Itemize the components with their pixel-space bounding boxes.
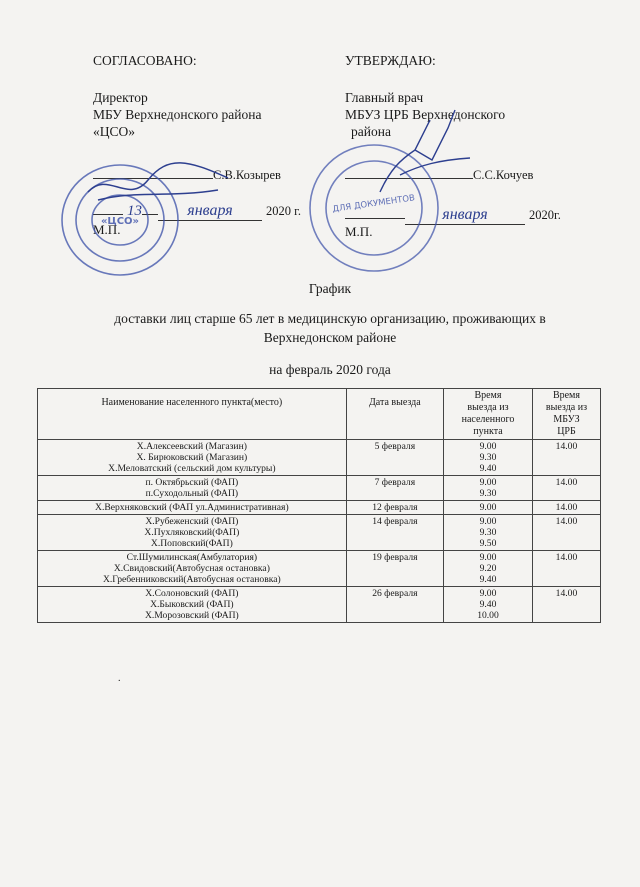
left-date-day: 13 (127, 203, 142, 219)
time: 9.30 (479, 452, 497, 463)
place: Х.Морозовский (ФАП) (144, 610, 239, 621)
stray-mark: . (118, 673, 121, 684)
time: 9.00 (479, 516, 497, 527)
cell-return: 14.00 (532, 440, 600, 476)
cell-times (444, 440, 533, 476)
place: п. Октябрьский (ФАП) (145, 477, 239, 488)
cell-places (38, 587, 347, 623)
approved-title: УТВЕРЖДАЮ: (345, 53, 436, 68)
cell-places (38, 515, 347, 551)
place: Х.Алексеевский (Магазин) (136, 441, 247, 452)
cell-places (38, 551, 347, 587)
cell-places (38, 501, 347, 515)
left-position: Директор (93, 90, 148, 105)
table-row (38, 501, 601, 515)
table-row (38, 551, 601, 587)
table-row (38, 515, 601, 551)
subtitle-line1: доставки лиц старше 65 лет в медицинскую организацию, проживающих в (114, 311, 546, 326)
time: 9.00 (479, 477, 497, 488)
cell-times (444, 476, 533, 501)
header-hosp-l1: Время (552, 390, 580, 401)
left-date-month: января (187, 202, 233, 219)
left-stamp-text: «ЦСО» (100, 216, 140, 227)
place: Х.Верхняковский (ФАП ул.Административная) (95, 502, 289, 513)
right-date-year: 2020г. (529, 208, 561, 222)
cell-times (444, 551, 533, 587)
header-hosp-l2: выезда из (545, 402, 588, 413)
header-depart-l4: пункта (473, 426, 503, 437)
place: Х.Быковский (ФАП) (150, 599, 234, 610)
time: 10.00 (477, 610, 499, 621)
header-depart-time (444, 389, 533, 440)
right-org-line1: МБУЗ ЦРБ Верхнедонского (345, 107, 506, 122)
cell-return: 14.00 (532, 551, 600, 587)
document-subtitle (60, 309, 600, 347)
place: Ст.Шумилинская(Амбулатория) (126, 552, 258, 563)
place: Х.Гребенниковский(Автобусная остановка) (102, 574, 281, 585)
approval-left-block (93, 52, 313, 140)
time: 9.00 (479, 552, 497, 563)
cell-date: 26 февраля (346, 587, 443, 623)
cell-places (38, 440, 347, 476)
left-date-year: 2020 г. (266, 204, 301, 218)
cell-return: 14.00 (532, 587, 600, 623)
right-org-line2: района (351, 124, 391, 139)
right-signer-name: С.С.Кочуев (473, 168, 534, 182)
header-hosp-l4: ЦРБ (557, 426, 576, 437)
document-period: на февраль 2020 года (269, 362, 391, 377)
time: 9.30 (479, 488, 497, 499)
time: 9.00 (479, 588, 497, 599)
place: Х.Меловатский (сельский дом культуры) (108, 463, 276, 474)
header-depart-l1: Время (474, 390, 502, 401)
cell-places (38, 476, 347, 501)
right-date-month: января (442, 206, 488, 223)
time: 9.40 (479, 599, 497, 610)
table-header-row (38, 389, 601, 440)
time: 9.20 (479, 563, 497, 574)
time: 9.00 (479, 441, 497, 452)
document-title: График (308, 281, 352, 296)
left-mp: М.П. (93, 222, 121, 237)
cell-times (444, 587, 533, 623)
table-row (38, 476, 601, 501)
time: 9.40 (479, 574, 497, 585)
right-position: Главный врач (345, 90, 424, 105)
right-signature (360, 100, 480, 210)
place: Х. Бирюковский (Магазин) (136, 452, 248, 463)
left-signer-name: С.В.Козырев (213, 168, 281, 182)
cell-return: 14.00 (532, 476, 600, 501)
place: Х.Рубеженский (ФАП) (145, 516, 239, 527)
time: 9.00 (479, 502, 497, 513)
place: Х.Пухляковский(ФАП) (144, 527, 240, 538)
table-row (38, 440, 601, 476)
place: Х.Поповский(ФАП) (150, 538, 233, 549)
header-depart-l3: населенного (461, 414, 515, 425)
subtitle-line2: Верхнедонском районе (263, 330, 397, 345)
cell-date: 5 февраля (346, 440, 443, 476)
time: 9.40 (479, 463, 497, 474)
header-hosp-l3: МБУЗ (553, 414, 580, 425)
cell-return: 14.00 (532, 515, 600, 551)
header-depart-l2: выезда из (467, 402, 509, 413)
left-org-line1: МБУ Верхнедонского района (93, 107, 262, 122)
header-hospital-time (532, 389, 600, 440)
cell-return: 14.00 (532, 501, 600, 515)
left-org-line2: «ЦСО» (93, 124, 136, 139)
left-signature (78, 150, 238, 220)
cell-times (444, 515, 533, 551)
header-date: Дата выезда (346, 389, 443, 440)
right-stamp-text: ДЛЯ ДОКУМЕНТОВ (331, 193, 416, 215)
cell-date: 7 февраля (346, 476, 443, 501)
place: Х.Солоновский (ФАП) (145, 588, 239, 599)
time: 9.30 (479, 527, 497, 538)
cell-date: 14 февраля (346, 515, 443, 551)
cell-times (444, 501, 533, 515)
cell-date: 19 февраля (346, 551, 443, 587)
schedule-table (37, 388, 601, 623)
table-row (38, 587, 601, 623)
place: Х.Свидовский(Автобусная остановка) (113, 563, 270, 574)
right-mp: М.П. (345, 224, 373, 239)
place: п.Суходольный (ФАП) (145, 488, 239, 499)
header-place: Наименование населенного пункта(место) (38, 389, 347, 440)
time: 9.50 (479, 538, 497, 549)
cell-date: 12 февраля (346, 501, 443, 515)
agreed-title: СОГЛАСОВАНО: (93, 53, 197, 68)
